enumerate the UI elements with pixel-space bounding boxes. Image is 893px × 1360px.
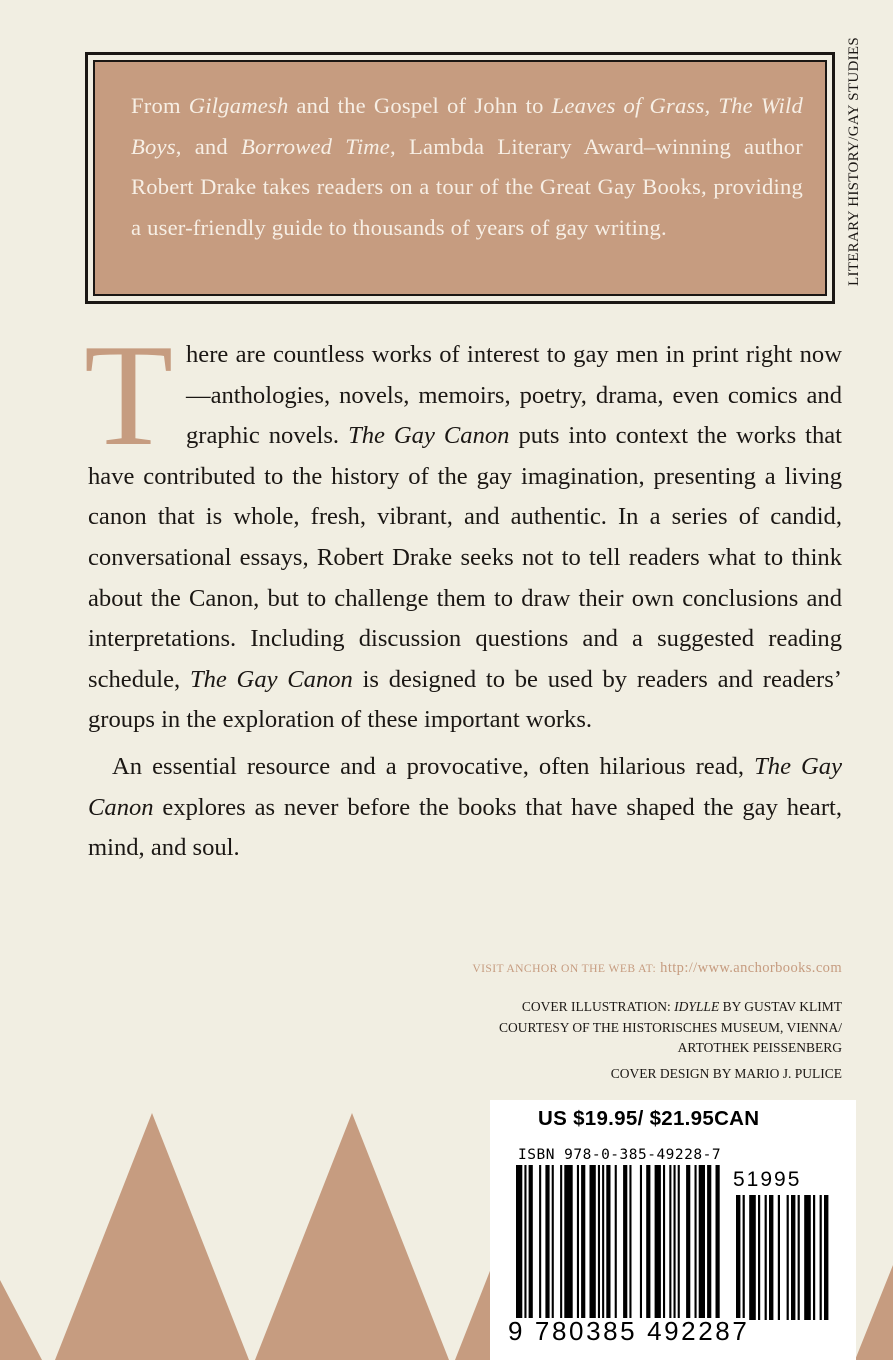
cover-credits xyxy=(499,997,842,1059)
barcode-addon-bar xyxy=(758,1195,760,1320)
barcode-bar xyxy=(695,1165,697,1320)
barcode-bars xyxy=(508,1165,838,1330)
price-addon-code: 51995 xyxy=(733,1168,802,1191)
illustration-credit: COVER ILLUSTRATION: IDYLLE BY GUSTAV KLIMT xyxy=(521,999,842,1014)
barcode-addon-bar xyxy=(787,1195,789,1320)
design-credit: COVER DESIGN BY MARIO J. PULICE xyxy=(610,1066,842,1081)
barcode-bar xyxy=(640,1165,642,1320)
barcode-bar xyxy=(686,1165,690,1320)
price: US $19.95/ $21.95CAN xyxy=(538,1107,760,1130)
website-line: VISIT ANCHOR ON THE WEB AT: http://www.anchorbooks.com xyxy=(472,960,842,976)
barcode-bar xyxy=(629,1165,631,1320)
category-label: LITERARY HISTORY/GAY STUDIES xyxy=(846,37,862,286)
blurb-frame xyxy=(85,52,835,304)
barcode-bar xyxy=(699,1165,705,1320)
barcode-bar xyxy=(552,1165,554,1320)
barcode-bar xyxy=(545,1165,549,1320)
isbn: ISBN 978-0-385-49228-7 xyxy=(518,1147,722,1163)
barcode-bar xyxy=(663,1165,665,1320)
barcode-addon-bar xyxy=(798,1195,800,1320)
barcode-addon-bar xyxy=(820,1195,822,1320)
barcode-bar xyxy=(602,1165,604,1320)
website-url[interactable]: http://www.anchorbooks.com xyxy=(660,960,842,976)
barcode-bar xyxy=(524,1165,526,1320)
description-paragraph-2: An essential resource and a provocative, often hilarious read, The Gay Canon explores as never before the books that have shaped the gay heart, mind, and soul. xyxy=(88,752,842,862)
barcode-bar xyxy=(577,1165,579,1320)
barcode-bar xyxy=(716,1165,720,1320)
barcode-bar xyxy=(615,1165,617,1320)
barcode-addon-bar xyxy=(813,1195,815,1320)
barcode-addon-bar xyxy=(804,1195,811,1320)
barcode-bar xyxy=(678,1165,680,1320)
barcode-bar xyxy=(581,1165,585,1320)
barcode-number: 9 780385 492287 xyxy=(508,1316,750,1346)
description-paragraph-1: here are countless works of interest to gay men in print right now—anthologies, novels, memoirs, poetry, drama, even comics and graphic novels. The Gay Canon puts into context the works that have contributed to the history of the gay imagination, presenting a living canon that is whole, fresh, vibrant, and authentic. In a series of candid, conversational essays, Robert Drake seeks not to tell readers what to think about the Canon, but to challenge them to draw their own conclusions and interpretations. Including discussion questions and a suggested reading schedule, The Gay Canon is designed to be used by readers and readers’ groups in the exploration of these important works. xyxy=(88,341,842,734)
agency-credit: ARTOTHEK PEISSENBERG xyxy=(677,1040,842,1055)
drop-cap: T xyxy=(84,314,174,476)
description-body xyxy=(88,335,842,869)
barcode-addon-bar xyxy=(778,1195,780,1320)
blurb-text: From Gilgamesh and the Gospel of John to Leaves of Grass, The Wild Boys, and Borrowed Time, Lambda Literary Award–winning author Robert Drake takes readers on a tour of the Great Gay Books, providing a user-friendly guide to thousands of years of gay writing. xyxy=(131,93,804,240)
barcode-addon-bar xyxy=(765,1195,767,1320)
barcode-bar xyxy=(623,1165,627,1320)
barcode-bar xyxy=(539,1165,541,1320)
barcode-addon-bar xyxy=(791,1195,795,1320)
barcode-addon-bar xyxy=(743,1195,745,1320)
barcode-bar xyxy=(564,1165,572,1320)
barcode-addon-bar xyxy=(736,1195,740,1320)
barcode-bar xyxy=(590,1165,596,1320)
barcode-bar xyxy=(560,1165,562,1320)
barcode-addon-bar xyxy=(769,1195,773,1320)
barcode-bar xyxy=(674,1165,676,1320)
barcode-bar xyxy=(529,1165,533,1320)
barcode-bar xyxy=(669,1165,671,1320)
barcode-bar xyxy=(707,1165,711,1320)
barcode-addon-bar xyxy=(824,1195,828,1320)
barcode-addon-bar xyxy=(749,1195,756,1320)
barcode-bar xyxy=(598,1165,600,1320)
barcode-bar xyxy=(606,1165,610,1320)
barcode-bar xyxy=(646,1165,650,1320)
blurb-panel xyxy=(93,60,827,296)
courtesy-credit: COURTESY OF THE HISTORISCHES MUSEUM, VIENNA/ xyxy=(499,1019,842,1035)
barcode-bar xyxy=(516,1165,522,1320)
barcode-bar xyxy=(655,1165,661,1320)
